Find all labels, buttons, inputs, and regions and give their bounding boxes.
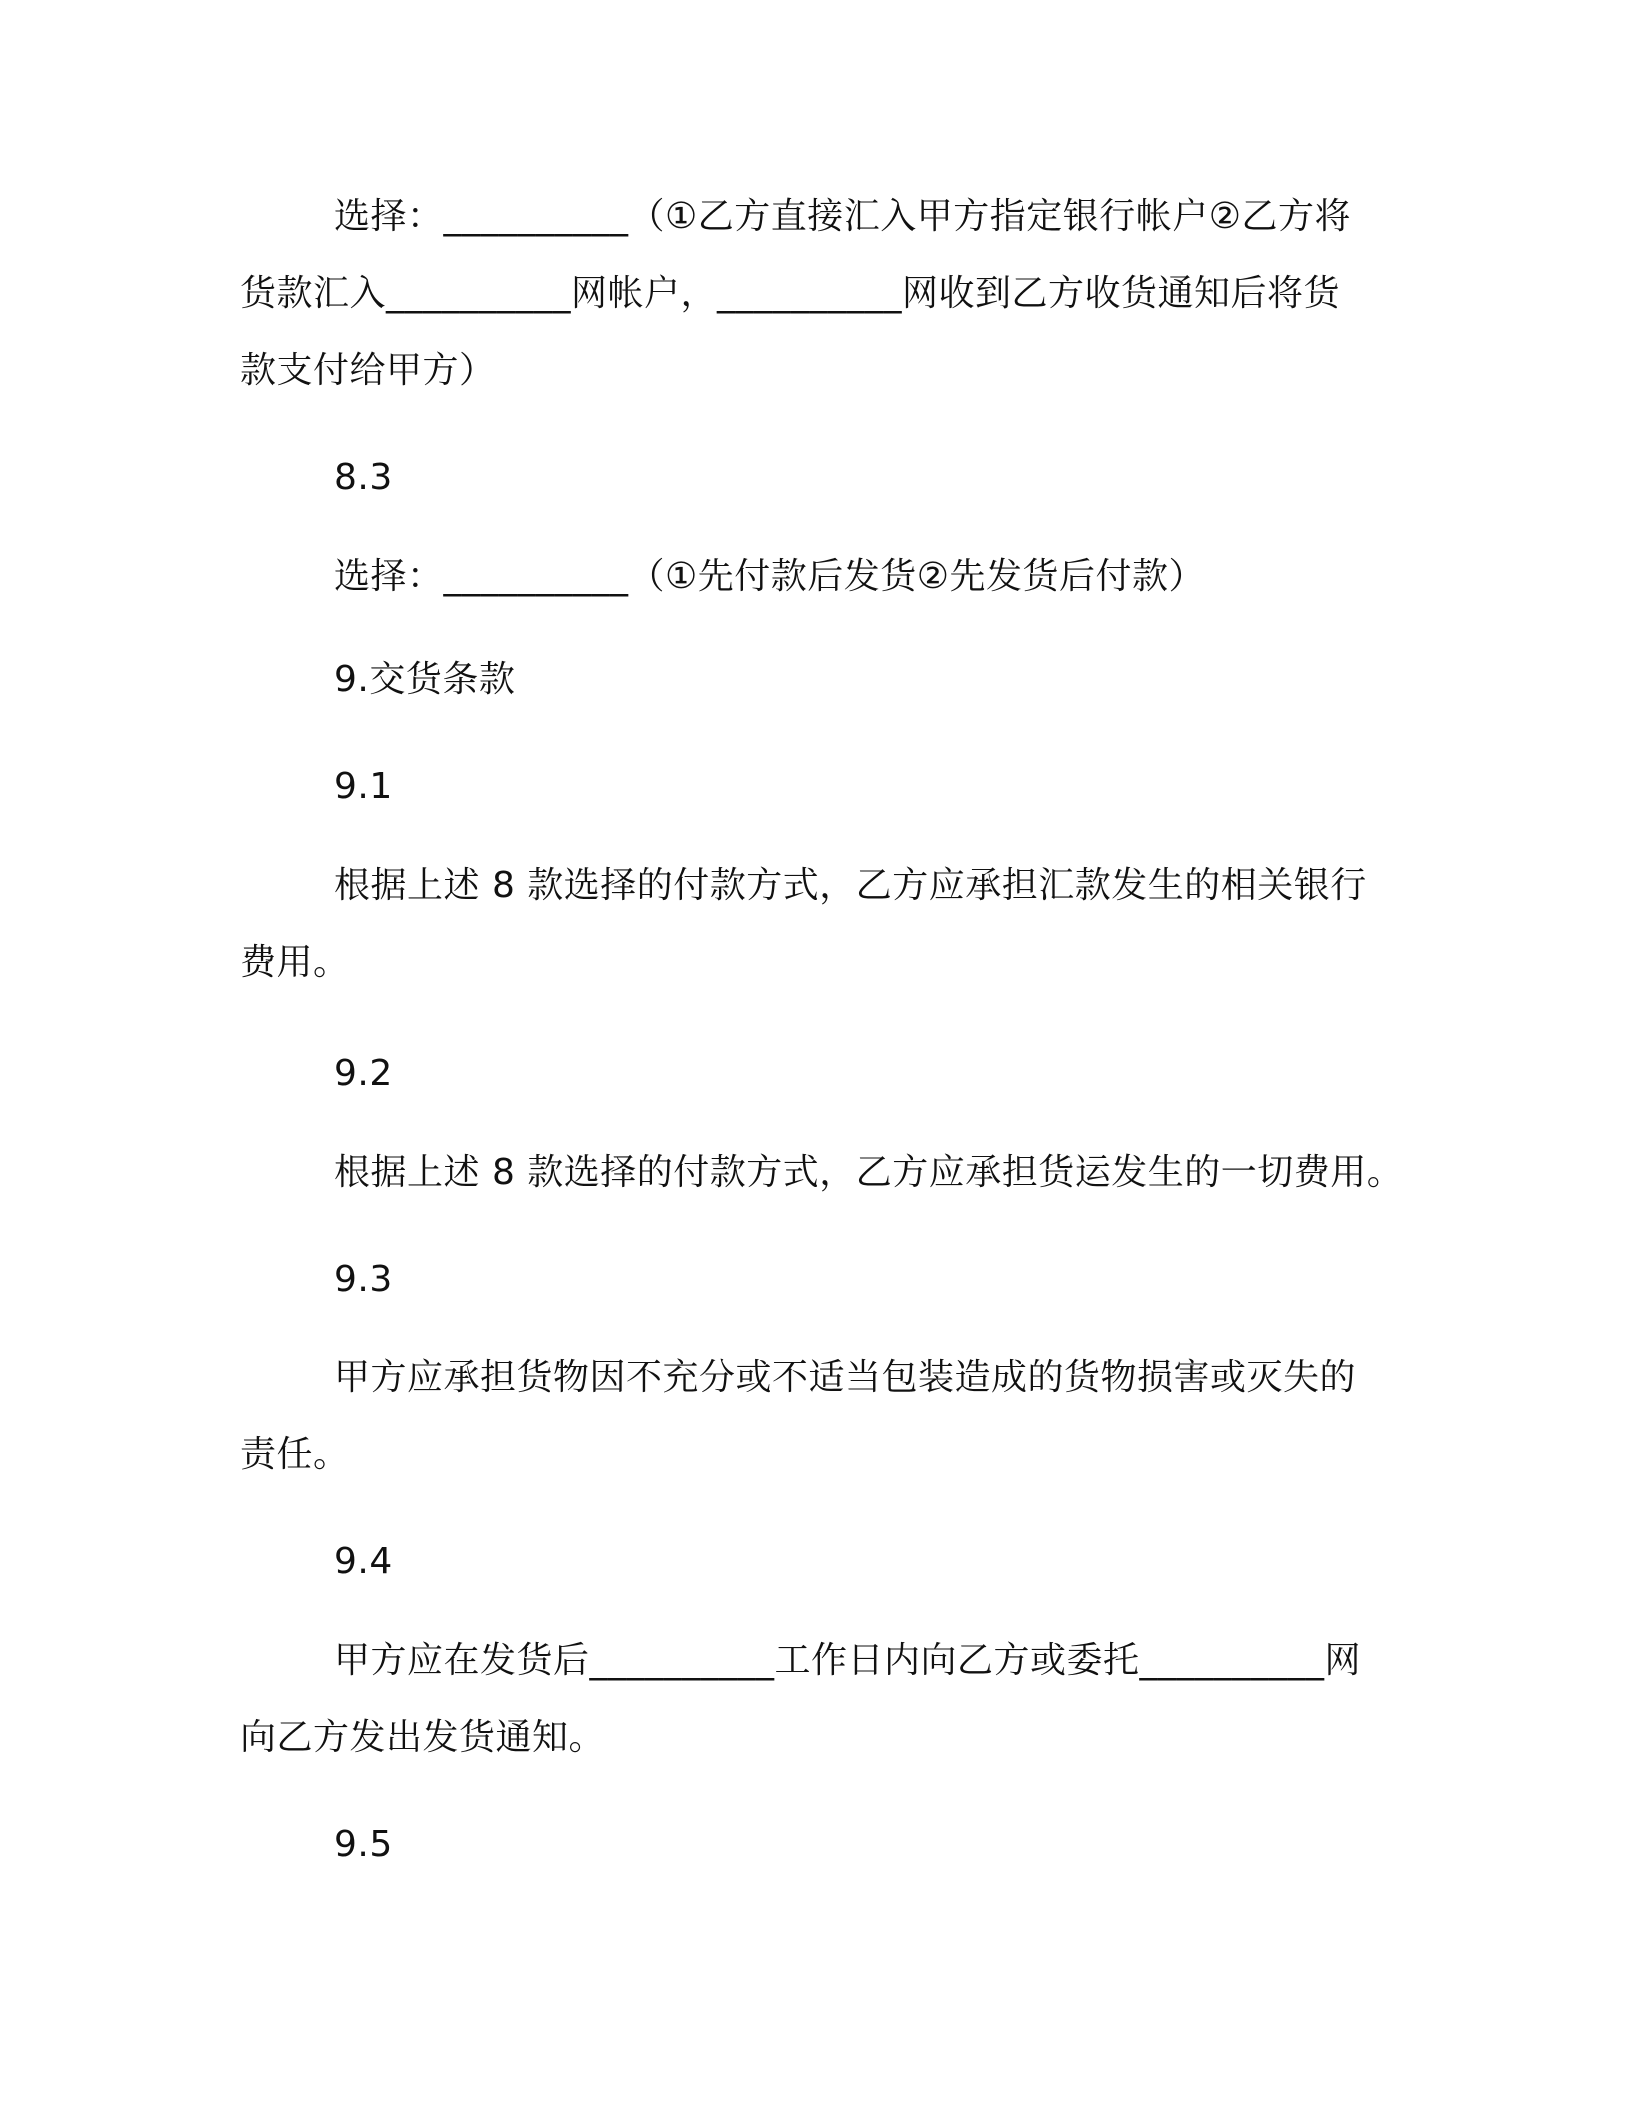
paragraph-line: 向乙方发出发货通知。 — [240, 1717, 606, 1758]
section-number: 9.3 — [334, 1259, 393, 1300]
paragraph-line: 款支付给甲方） — [240, 350, 496, 391]
paragraph-line: 甲方应承担货物因不充分或不适当包装造成的货物损害或灭失的 — [334, 1357, 1357, 1398]
section-number: 9.5 — [334, 1824, 393, 1865]
paragraph-line: 责任。 — [240, 1434, 350, 1475]
section-heading: 9.交货条款 — [334, 659, 516, 700]
paragraph-line: 选择：__________（①先付款后发货②先发货后付款） — [334, 556, 1206, 597]
paragraph-line: 货款汇入__________网帐户，__________网收到乙方收货通知后将货 — [240, 273, 1341, 314]
paragraph-line: 选择：__________（①乙方直接汇入甲方指定银行帐户②乙方将 — [334, 196, 1352, 237]
section-number: 9.4 — [334, 1541, 393, 1582]
section-number: 9.1 — [334, 766, 393, 807]
section-number: 9.2 — [334, 1053, 393, 1094]
section-number: 8.3 — [334, 457, 393, 498]
paragraph-line: 费用。 — [240, 942, 350, 983]
paragraph-line: 甲方应在发货后__________工作日内向乙方或委托__________网 — [334, 1640, 1362, 1681]
paragraph-line: 根据上述 8 款选择的付款方式，乙方应承担货运发生的一切费用。 — [334, 1152, 1404, 1193]
paragraph-line: 根据上述 8 款选择的付款方式，乙方应承担汇款发生的相关银行 — [334, 865, 1367, 906]
